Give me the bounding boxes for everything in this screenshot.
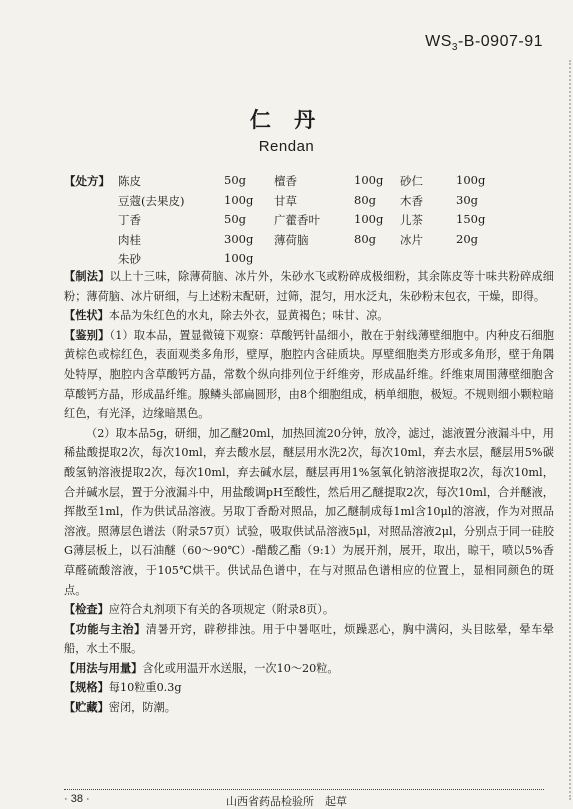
standard-code	[425, 33, 543, 53]
storage-paragraph	[64, 698, 554, 718]
check-text: 应符合丸剂项下有关的各项规定（附录8页）。	[108, 603, 335, 617]
traits-label: 【性状】	[64, 309, 109, 323]
ingredient-name: 冰片	[400, 232, 423, 247]
ingredient-amount: 100g	[224, 192, 254, 207]
ingredient-name: 砂仁	[400, 174, 423, 188]
spec-paragraph	[64, 678, 554, 698]
page-title: 仁 丹	[249, 108, 324, 132]
spec-text: 每10粒重0.3g	[108, 681, 182, 695]
storage-text: 密闭，防潮。	[108, 701, 176, 715]
func-label: 【功能与主治】	[64, 622, 146, 636]
std-code-prefix: WS	[425, 33, 452, 50]
ingredient-amount: 50g	[224, 212, 246, 226]
check-paragraph	[64, 600, 554, 620]
footer-divider	[64, 789, 544, 790]
ident-text-2: （2）取本品5g，研细，加乙醚20ml，加热回流20分钟，放冷，滤过，滤液置分液漏斗中，用稀盐酸提取2次，每次10ml，弃去酸水层，醚层用水洗2次，每次10ml，弃去水层，醚层用5%碳酸氢钠溶液提取2次，每次10ml，弃去碱水层，醚层再用1%氢氧化钠溶液提取2次，每次10ml，合并碱水层，置于分液漏斗中，用盐酸调pH至酸性，然后用乙醚提取2次，每次10ml，合并醚液，挥散至1ml，作为供试品溶液。另取丁香酚对照品，加乙醚制成每1ml含10μl的溶液，作为对照品溶液。照薄层色谱法（附录57页）试验，吸取供试品溶液5μl，对照品溶液2μl，分别点于同一硅胶G薄层板上，以石油醚（60～90℃）-醋酸乙酯（9:1）为展开剂，展开，取出，晾干，喷以5%香草醛硫酸溶液，于105℃烘干。供试品色谱中，在与对照品色谱相应的位置上，显相同颜色的斑点。	[64, 426, 554, 597]
ingredient-name: 广藿香叶	[274, 213, 320, 227]
storage-label: 【贮藏】	[64, 701, 109, 715]
usage-text: 含化或用温开水送服，一次10～20粒。	[142, 661, 339, 675]
ingredient-amount: 30g	[456, 192, 478, 207]
ingredient-amount: 20g	[456, 231, 478, 246]
prep-label: 【制法】	[64, 270, 110, 283]
prep-text: 以上十三味，除薄荷脑、冰片外，朱砂水飞或粉碎成极细粉，其余陈皮等十味共粉碎成细粉；薄荷脑、冰片研细，与上述粉末配研，过筛，混匀，用水泛丸，朱砂粉末包衣，干燥，即得。	[64, 270, 554, 303]
ingredient-name: 儿茶	[400, 213, 423, 227]
prep-paragraph	[64, 267, 554, 306]
ingredient-amount: 80g	[354, 192, 376, 207]
ident-text-1: （1）取本品，置显微镜下观察：草酸钙针晶细小，散在于射线薄壁细胞中。内种皮石细胞黄棕色或棕红色，表面观类多角形，壁厚，胞腔内含硅质块。厚壁细胞类方形或多角形，壁于角隅处特厚，胞腔内含草酸钙方晶，常数个纵向排列位于纤维旁，形成晶纤维。纤维束周围薄壁细胞含草酸钙方晶，形成晶纤维。腺鳞头部扁圆形，由8个细胞组成，柄单细胞，极短。不规则细小颗粒暗红色，有光泽，边缘暗黑色。	[64, 328, 554, 421]
std-code-suffix: -B-0907-91	[457, 33, 543, 50]
ingredient-name: 薄荷脑	[274, 232, 309, 247]
std-code-sub: 3	[451, 42, 458, 54]
ingredient-amount: 100g	[224, 251, 254, 265]
body-section	[64, 267, 554, 718]
ident-paragraph-1	[64, 326, 554, 424]
ingredient-amount: 100g	[354, 212, 384, 226]
ingredient-name: 肉桂	[118, 232, 141, 247]
usage-label: 【用法与用量】	[64, 661, 143, 675]
ingredient-amount: 100g	[456, 173, 486, 187]
ident-paragraph-2	[64, 424, 554, 600]
ingredient-name: 豆蔻(去果皮)	[118, 193, 185, 208]
traits-text: 本品为朱红色的水丸，除去外衣，显黄褐色；味甘、凉。	[108, 309, 389, 323]
func-paragraph	[64, 620, 554, 659]
spec-label: 【规格】	[64, 681, 109, 695]
traits-paragraph	[64, 306, 554, 326]
page-number: · 38 ·	[64, 793, 90, 805]
formula-label: 【处方】	[64, 174, 110, 188]
page-subtitle-pinyin: Rendan	[258, 138, 315, 155]
binding-edge	[565, 60, 571, 800]
ingredient-name: 甘草	[274, 193, 297, 208]
ingredient-amount: 100g	[354, 173, 384, 187]
ident-label: 【鉴别】	[64, 328, 110, 342]
ingredient-amount: 150g	[456, 212, 486, 226]
usage-paragraph	[64, 659, 554, 679]
ingredient-name: 丁香	[118, 213, 141, 227]
ingredient-amount: 80g	[354, 231, 376, 246]
ingredient-name: 木香	[400, 193, 423, 208]
ingredient-name: 朱砂	[118, 252, 141, 266]
func-text: 清暑开窍，辟秽排浊。用于中暑呕吐，烦躁恶心，胸中满闷，头目眩晕，晕车晕船，水土不服。	[64, 622, 554, 656]
ingredient-amount: 50g	[224, 173, 246, 187]
ingredient-name: 檀香	[274, 174, 297, 188]
check-label: 【检查】	[64, 603, 109, 617]
ingredient-amount: 300g	[224, 231, 254, 246]
ingredient-name: 陈皮	[118, 174, 141, 188]
drafting-organization: 山西省药品检验所 起草	[226, 795, 347, 808]
